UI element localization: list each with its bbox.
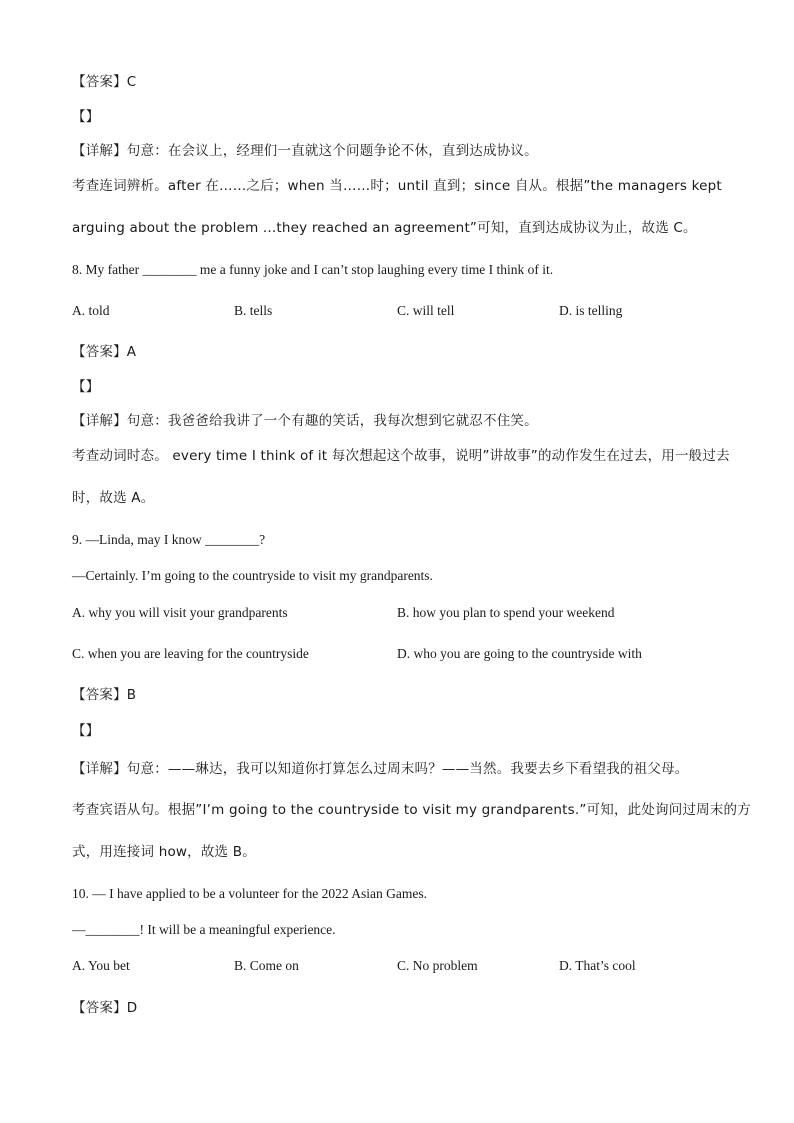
q9-reply: —Certainly. I’m going to the countryside to visit my grandparents.: [72, 568, 433, 583]
q8-option-d: D. is telling: [559, 303, 623, 318]
q8-blank: 【】: [72, 379, 100, 395]
q10-option-d: D. That’s cool: [559, 958, 636, 973]
q9-explanation-line1: 考查宾语从句。根据”I’m going to the countryside to visit my grandparents.”可知，此处询问过周末的方: [72, 802, 751, 818]
q7-answer: 【答案】C: [72, 74, 137, 90]
q9-detail: 【详解】句意：——琳达，我可以知道你打算怎么过周末吗？——当然。我要去乡下看望我的祖父母。: [72, 761, 689, 777]
q9-option-c: C. when you are leaving for the countryside: [72, 646, 309, 661]
q10-answer: 【答案】D: [72, 1000, 138, 1016]
q8-stem: 8. My father ________ me a funny joke and I can’t stop laughing every time I think of it.: [72, 262, 554, 277]
q9-answer: 【答案】B: [72, 687, 137, 703]
q9-option-d: D. who you are going to the countryside with: [397, 646, 642, 661]
q10-option-b: B. Come on: [234, 958, 299, 973]
q7-explanation-line1: 考查连词辨析。after 在……之后；when 当……时；until 直到；since 自从。根据”the managers kept: [72, 178, 722, 194]
q8-detail: 【详解】句意：我爸爸给我讲了一个有趣的笑话，我每次想到它就忍不住笑。: [72, 413, 538, 429]
q7-explanation-line2: arguing about the problem ...they reached an agreement”可知，直到达成协议为止，故选 C。: [72, 220, 697, 236]
q10-option-c: C. No problem: [397, 958, 478, 973]
q8-option-c: C. will tell: [397, 303, 455, 318]
q9-option-b: B. how you plan to spend your weekend: [397, 605, 615, 620]
q8-explanation-line2: 时，故选 A。: [72, 490, 155, 506]
q9-option-a: A. why you will visit your grandparents: [72, 605, 288, 620]
q9-blank: 【】: [72, 723, 100, 739]
q9-explanation-line2: 式，用连接词 how，故选 B。: [72, 844, 256, 860]
q8-answer: 【答案】A: [72, 344, 137, 360]
q8-option-a: A. told: [72, 303, 110, 318]
q10-stem: 10. — I have applied to be a volunteer for the 2022 Asian Games.: [72, 886, 428, 901]
q7-detail: 【详解】句意：在会议上，经理们一直就这个问题争论不休，直到达成协议。: [72, 143, 538, 159]
q10-reply: —________! It will be a meaningful experience.: [72, 922, 336, 937]
q10-option-a: A. You bet: [72, 958, 130, 973]
q7-blank: 【】: [72, 109, 100, 125]
q9-stem: 9. —Linda, may I know ________?: [72, 532, 266, 547]
q8-explanation-line1: 考查动词时态。 every time I think of it 每次想起这个故事，说明”讲故事”的动作发生在过去，用一般过去: [72, 448, 730, 464]
q8-option-b: B. tells: [234, 303, 273, 318]
